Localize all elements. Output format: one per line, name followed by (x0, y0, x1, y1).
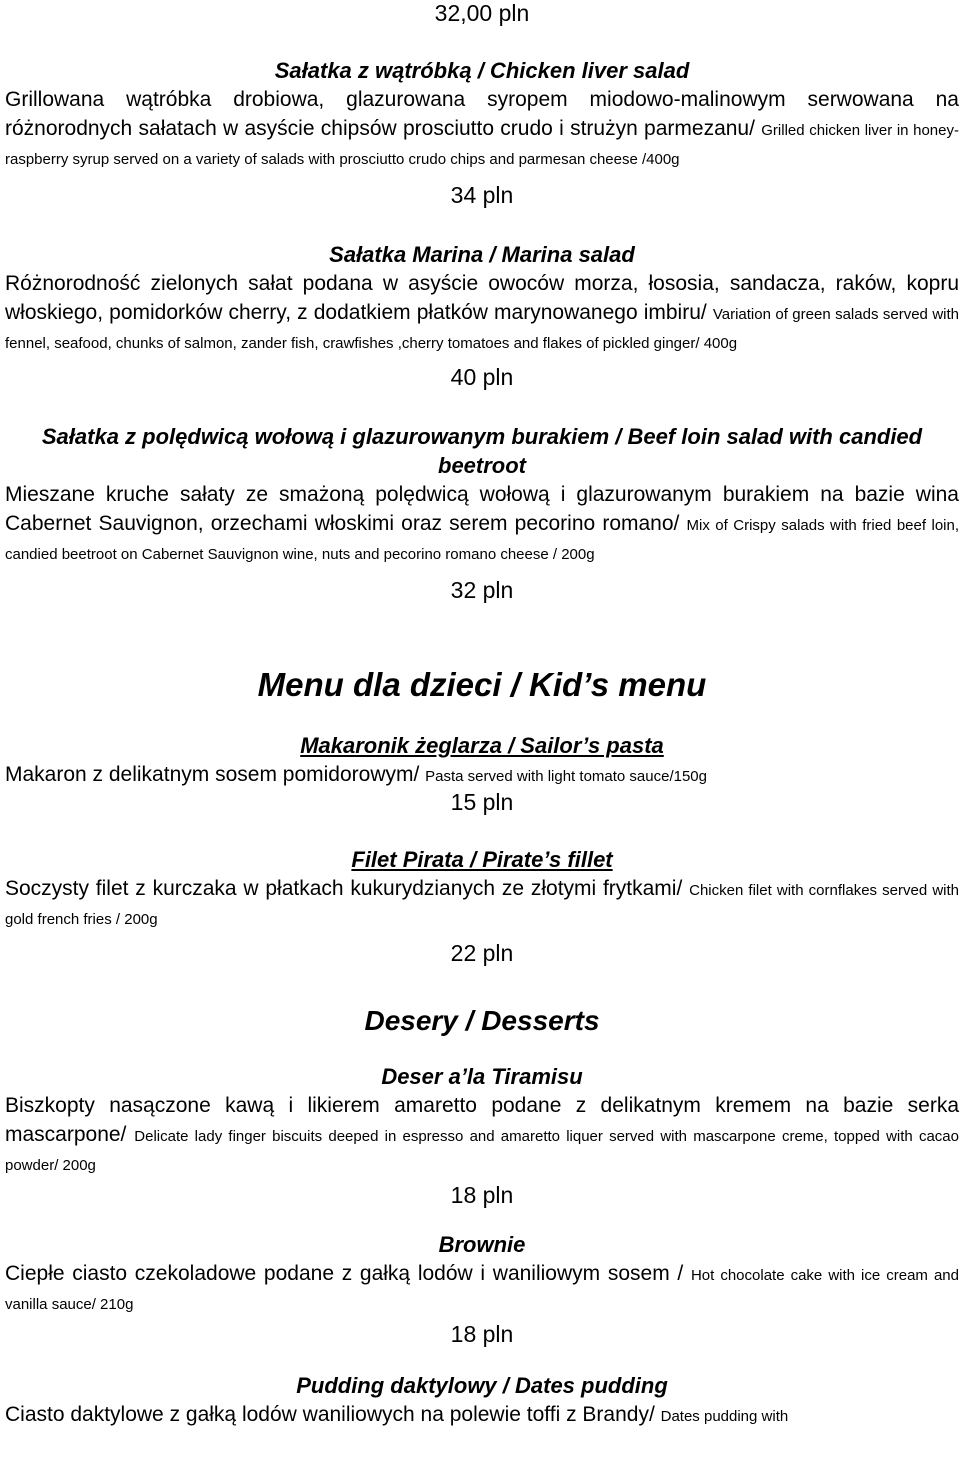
item-title: Makaronik żeglarza / Sailor’s pasta (300, 733, 664, 758)
item-desc-en: Hot chocolate cake with ice cream and vanilla sauce/ 210g (5, 1267, 959, 1313)
item-desc-pl: Soczysty filet z kurczaka w płatkach kukurydzianych ze złotymi frytkami/ (5, 877, 683, 900)
item-desc-en: Pasta served with light tomato sauce/150g (425, 768, 707, 785)
kids-section-title: Menu dla dzieci / Kid’s menu (257, 666, 707, 703)
item-title: Brownie (438, 1232, 526, 1257)
item-desc-en: Chicken filet with cornflakes served with gold french fries / 200g (5, 882, 959, 928)
item-description (5, 1259, 959, 1317)
item-title: Pudding daktylowy / Dates pudding (296, 1373, 668, 1398)
menu-item-beef-loin-salad (5, 422, 959, 603)
item-title: Sałatka Marina / Marina salad (329, 242, 635, 267)
item-title: Sałatka z wątróbką / Chicken liver salad (274, 58, 690, 83)
item-desc-en: Variation of green salads served with fennel, seafood, chunks of salmon, zander fish, crawfishes ,cherry tomatoes and flakes of pickled ginger/ 400g (5, 306, 959, 352)
menu-item-tiramisu (5, 1062, 959, 1208)
item-desc-pl: Makaron z delikatnym sosem pomidorowym/ (5, 763, 420, 786)
item-description (5, 269, 959, 356)
item-title: Deser a’la Tiramisu (381, 1064, 583, 1089)
item-price: 32 pln (450, 577, 514, 603)
item-description (5, 480, 959, 567)
item-title: Filet Pirata / Pirate’s fillet (351, 847, 613, 872)
item-description (5, 1400, 959, 1429)
menu-item-marina-salad (5, 240, 959, 390)
item-price: 34 pln (450, 182, 514, 208)
item-desc-pl: Różnorodność zielonych sałat podana w asyście owoców morza, łososia, sandacza, raków, kopru włoskiego, pomidorków cherry, z dodatkiem płatków marynowanego imbiru/ (5, 272, 959, 324)
menu-item-pirates-fillet (5, 845, 959, 966)
item-description (5, 1091, 959, 1178)
item-desc-pl: Ciasto daktylowe z gałką lodów waniliowych na polewie toffi z Brandy/ (5, 1403, 655, 1426)
item-price: 40 pln (450, 364, 514, 390)
item-desc-en: Delicate lady finger biscuits deeped in espresso and amaretto liquer served with mascarpone creme, topped with cacao powder/ 200g (5, 1128, 959, 1174)
item-description (5, 760, 959, 789)
item-desc-pl: Mieszane kruche sałaty ze smażoną polędwicą wołową i glazurowanym burakiem na bazie wina Cabernet Sauvignon, orzechami włoskimi oraz serem pecorino romano/ (5, 483, 959, 535)
item-price: 18 pln (450, 1321, 514, 1347)
item-desc-pl: Ciepłe ciasto czekoladowe podane z gałką lodów i waniliowym sosem / (5, 1262, 684, 1285)
item-price: 22 pln (450, 940, 514, 966)
item-description (5, 85, 959, 172)
item-desc-pl: Biszkopty nasączone kawą i likierem amaretto podane z delikatnym kremem na bazie serka mascarpone/ (5, 1094, 959, 1146)
item-price: 18 pln (450, 1182, 514, 1208)
item-price: 15 pln (450, 789, 514, 815)
item-desc-pl: Grillowana wątróbka drobiowa, glazurowana syropem miodowo-malinowym serwowana na różnorodnych sałatach w asyście chipsów prosciutto crudo i strużyn parmezanu/ (5, 88, 959, 140)
menu-item-chicken-liver-salad (5, 56, 959, 208)
item-title: Sałatka z polędwicą wołową i glazurowanym burakiem / Beef loin salad with candied beetroot (41, 424, 923, 478)
desserts-section-title: Desery / Desserts (364, 1005, 600, 1036)
item-desc-en: Mix of Crispy salads with fried beef loin, candied beetroot on Cabernet Sauvignon wine, nuts and pecorino romano cheese / 200g (5, 517, 960, 563)
item-description (5, 874, 959, 932)
menu-item-dates-pudding (5, 1371, 959, 1429)
item-desc-en: Dates pudding with (660, 1408, 789, 1425)
menu-item-sailors-pasta (5, 731, 959, 815)
menu-page (5, 0, 959, 1429)
top-price: 32,00 pln (434, 0, 530, 26)
menu-item-brownie (5, 1230, 959, 1347)
item-desc-en: Grilled chicken liver in honey- raspberry syrup served on a variety of salads with prosciutto crudo chips and parmesan cheese /400g (5, 122, 959, 168)
